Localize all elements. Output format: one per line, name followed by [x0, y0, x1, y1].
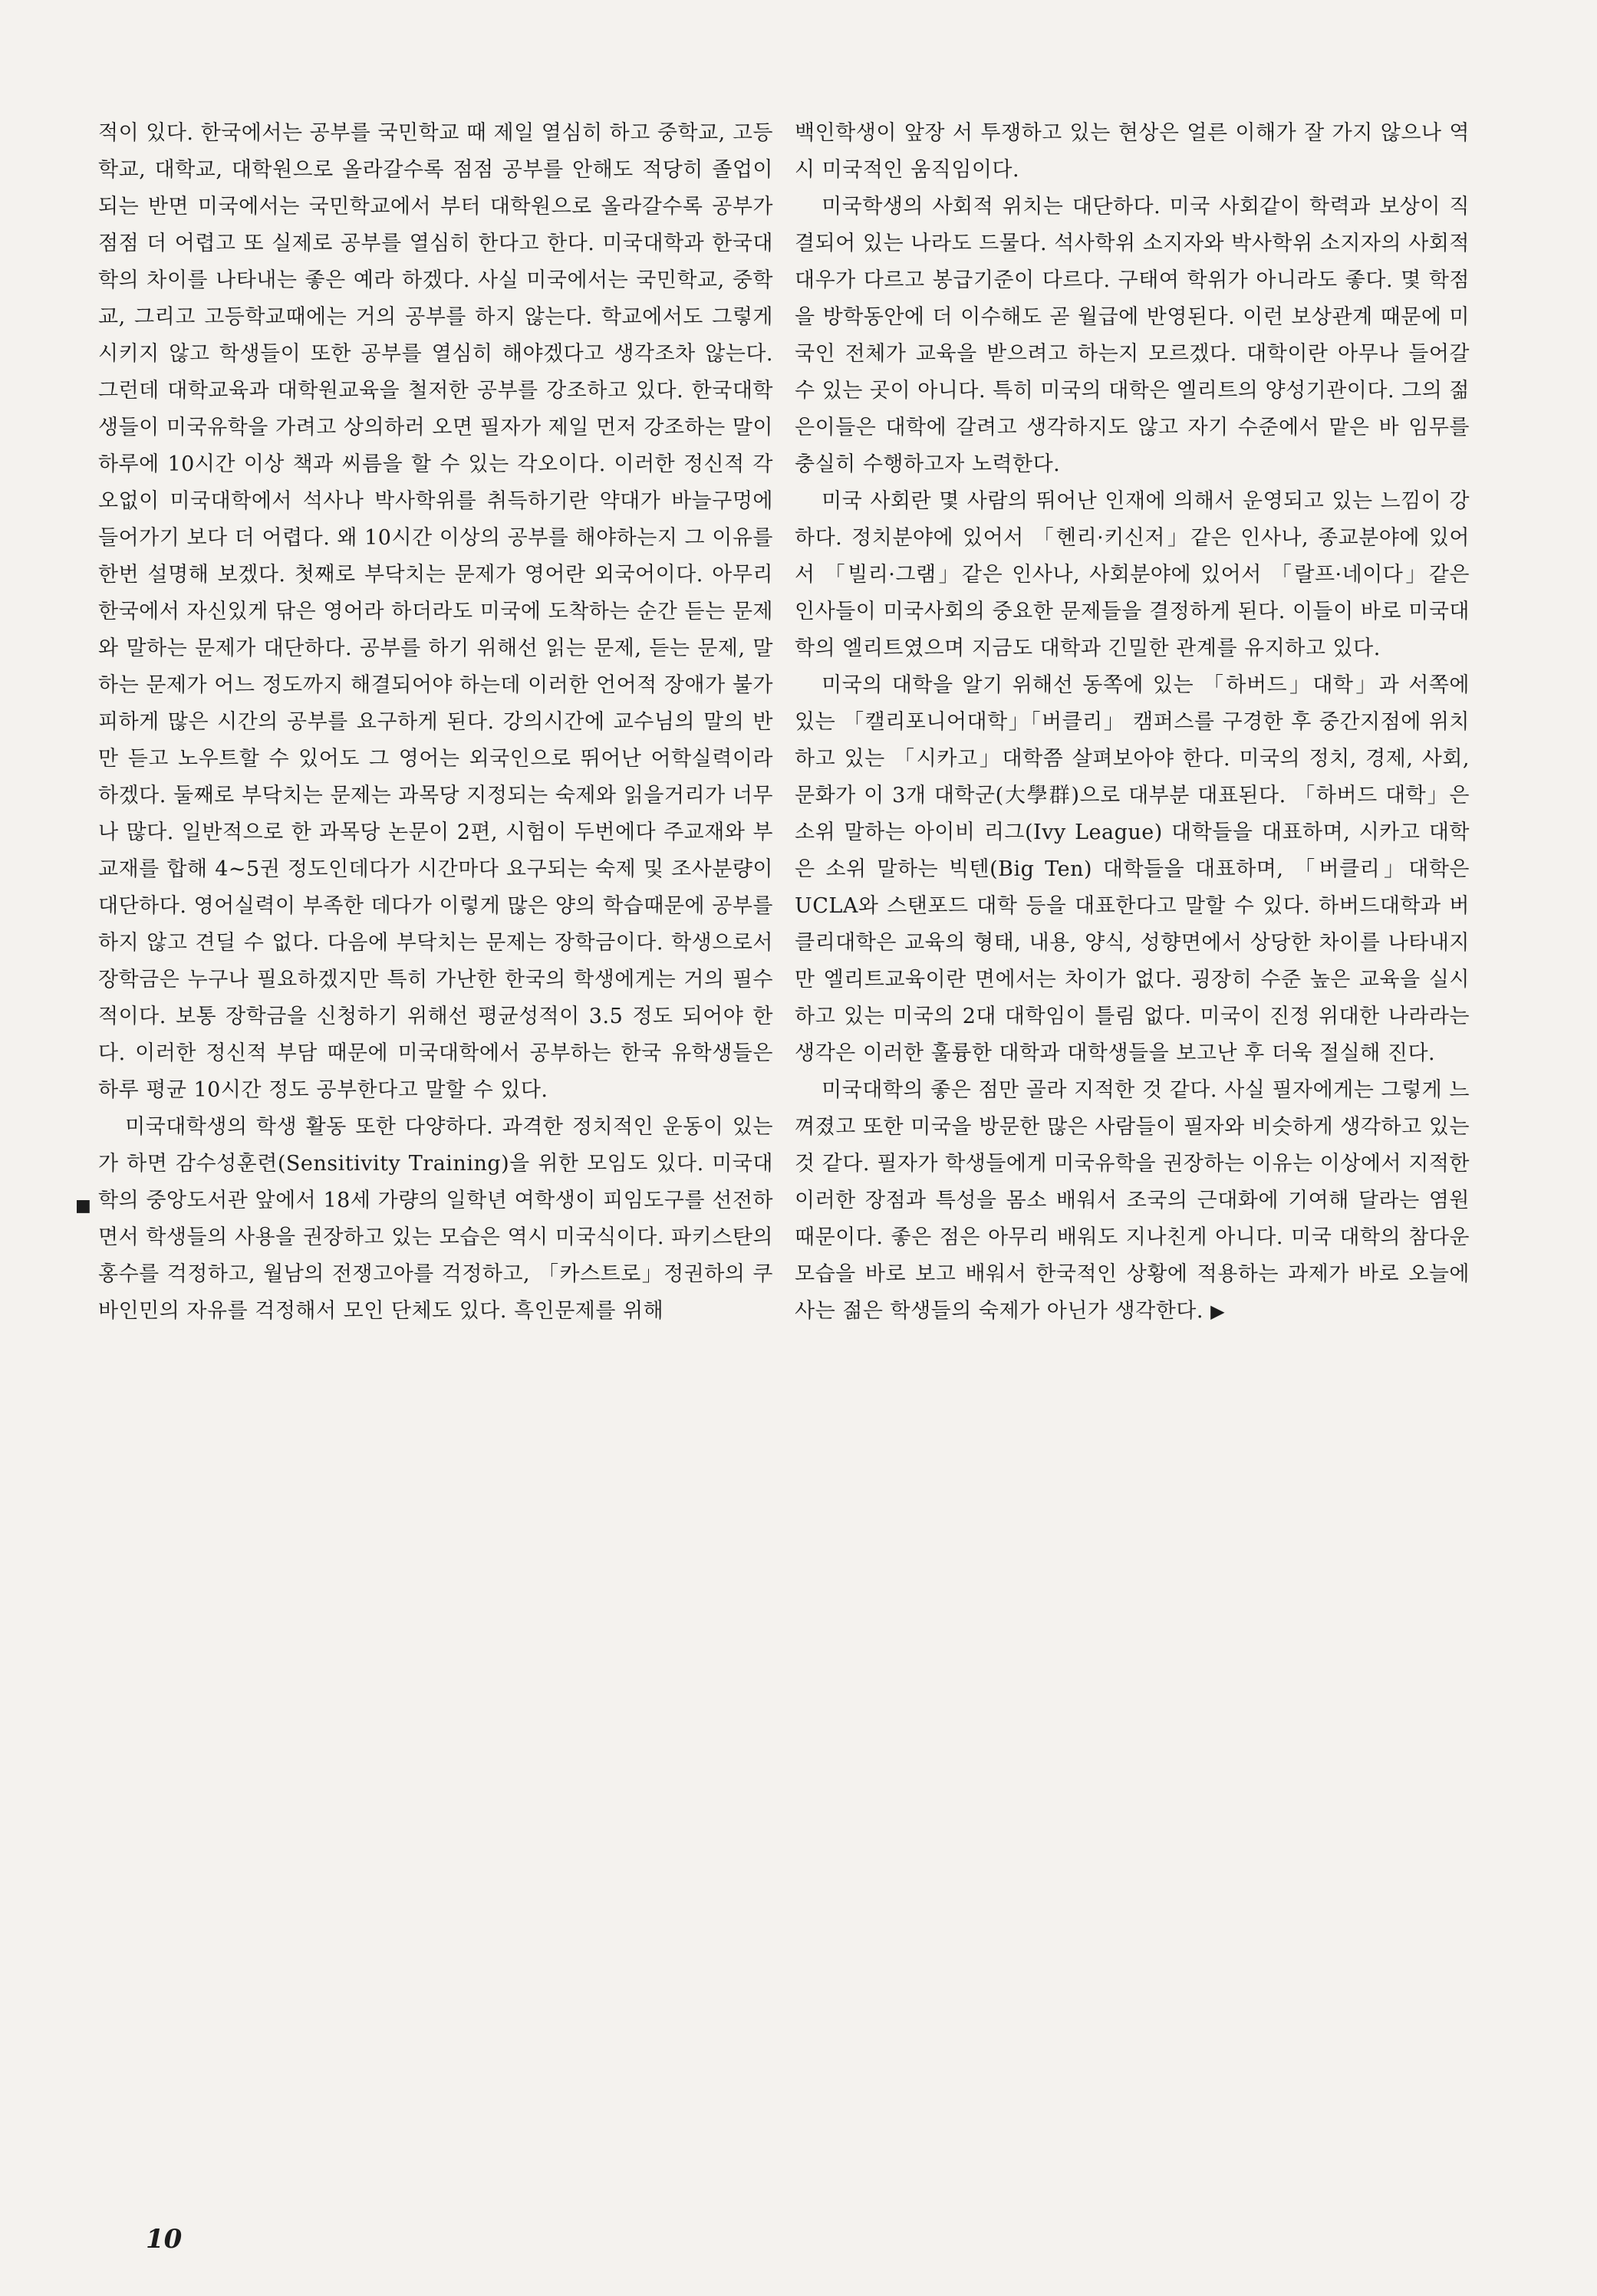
page-number: 10 — [146, 2224, 183, 2255]
paragraph: 적이 있다. 한국에서는 공부를 국민학교 때 제일 열심히 하고 중학교, 고등학교, 대학교, 대학원으로 올라갈수록 점점 공부를 안해도 적당히 졸업이 되는 반면 미국에서는 국민학교에서 부터 대학원으로 올라갈수록 공부가 점점 더 어렵고 또 실제로 공부를 열심히 한다고 한다. 미국대학과 한국대학의 차이를 나타내는 좋은 예라 하겠다. 사실 미국에서는 국민학교, 중학교, 그리고 고등학교때에는 거의 공부를 하지 않는다. 학교에서도 그렇게 시키지 않고 학생들이 또한 공부를 열심히 해야겠다고 생각조차 않는다. 그런데 대학교육과 대학원교육을 철저한 공부를 강조하고 있다. 한국대학생들이 미국유학을 가려고 상의하러 오면 필자가 제일 먼저 강조하는 말이 하루에 10시간 이상 책과 씨름을 할 수 있는 각오이다. 이러한 정신적 각오없이 미국대학에서 석사나 박사학위를 취득하기란 약대가 바늘구멍에 들어가기 보다 더 어렵다. 왜 10시간 이상의 공부를 해야하는지 그 이유를 한번 설명해 보겠다. 첫째로 부닥치는 문제가 영어란 외국어이다. 아무리 한국에서 자신있게 닦은 영어라 하더라도 미국에 도착하는 순간 듣는 문제와 말하는 문제가 대단하다. 공부를 하기 위해선 읽는 문제, 듣는 문제, 말하는 문제가 어느 정도까지 해결되어야 하는데 이러한 언어적 장애가 불가피하게 많은 시간의 공부를 요구하게 된다. 강의시간에 교수님의 말의 반만 듣고 노우트할 수 있어도 그 영어는 외국인으로 뛰어난 어학실력이라 하겠다. 둘째로 부닥치는 문제는 과목당 지정되는 숙제와 읽을거리가 너무나 많다. 일반적으로 한 과목당 논문이 2편, 시험이 두번에다 주교재와 부교재를 합해 4~5권 정도인데다가 시간마다 요구되는 숙제 및 조사분량이 대단하다. 영어실력이 부족한 데다가 이렇게 많은 양의 학습때문에 공부를 하지 않고 견딜 수 없다. 다음에 부닥치는 문제는 장학금이다. 학생으로서 장학금은 누구나 필요하겠지만 특히 가난한 한국의 학생에게는 거의 필수적이다. 보통 장학금을 신청하기 위해선 평균성적이 3.5 정도 되어야 한다. 이러한 정신적 부담 때문에 미국대학에서 공부하는 한국 유학생들은 하루 평균 10시간 정도 공부한다고 말할 수 있다. — [98, 121, 773, 1102]
paragraph: 미국의 대학을 알기 위해선 동쪽에 있는 「하버드」대학」과 서쪽에 있는 「캘리포니어대학」「버클리」 캠퍼스를 구경한 후 중간지점에 위치하고 있는 「시카고」대학쯤 살펴보아야 한다. 미국의 정치, 경제, 사회, 문화가 이 3개 대학군(大學群)으로 대부분 대표된다. 「하버드 대학」은 소위 말하는 아이비 리그(Ivy League) 대학들을 대표하며, 시카고 대학은 소위 말하는 빅텐(Big Ten) 대학들을 대표하며, 「버클리」대학은 UCLA와 스탠포드 대학 등을 대표한다고 말할 수 있다. 하버드대학과 버클리대학은 교육의 형태, 내용, 양식, 성향면에서 상당한 차이를 나타내지만 엘리트교육이란 면에서는 차이가 없다. 굉장히 수준 높은 교육을 실시하고 있는 미국의 2대 대학임이 틀림 없다. 미국이 진정 위대한 나라라는 생각은 이러한 훌륭한 대학과 대학생들을 보고난 후 더욱 절실해 진다. — [795, 673, 1470, 1065]
paragraph: 미국 사회란 몇 사람의 뛰어난 인재에 의해서 운영되고 있는 느낌이 강하다. 정치분야에 있어서 「헨리·키신저」같은 인사나, 종교분야에 있어서 「빌리·그램」같은 인사나, 사회분야에 있어서 「랄프·네이다」같은 인사들이 미국사회의 중요한 문제들을 결정하게 된다. 이들이 바로 미국대학의 엘리트였으며 지금도 대학과 긴밀한 관계를 유지하고 있다. — [795, 489, 1470, 660]
paragraph: 미국학생의 사회적 위치는 대단하다. 미국 사회같이 학력과 보상이 직결되어 있는 나라도 드물다. 석사학위 소지자와 박사학위 소지자의 사회적 대우가 다르고 봉급기준이 다르다. 구태여 학위가 아니라도 좋다. 몇 학점을 방학동안에 더 이수해도 곧 월급에 반영된다. 이런 보상관계 때문에 미국인 전체가 교육을 받으려고 하는지 모르겠다. 대학이란 아무나 들어갈 수 있는 곳이 아니다. 특히 미국의 대학은 엘리트의 양성기관이다. 그의 젊은이들은 대학에 갈려고 생각하지도 않고 자기 수준에서 맡은 바 임무를 충실히 수행하고자 노력한다. — [795, 195, 1470, 476]
margin-mark: ■ — [75, 1196, 91, 1215]
paragraph: 백인학생이 앞장 서 투쟁하고 있는 현상은 얼른 이해가 잘 가지 않으나 역시 미국적인 움직임이다. — [795, 121, 1470, 182]
right-column — [795, 115, 1470, 1330]
paragraph-text: 미국대학의 좋은 점만 골라 지적한 것 같다. 사실 필자에게는 그렇게 느껴졌고 또한 미국을 방문한 많은 사람들이 필자와 비슷하게 생각하고 있는 것 같다. 필자가 학생들에게 미국유학을 권장하는 이유는 이상에서 지적한 이러한 장점과 특성을 몸소 배워서 조국의 근대화에 기여해 달라는 염원 때문이다. 좋은 점은 아무리 배워도 지나친게 아니다. 미국 대학의 참다운 모습을 바로 보고 배워서 한국적인 상황에 적용하는 과제가 바로 오늘에 사는 젊은 학생들의 숙제가 아닌가 생각한다. — [795, 1078, 1470, 1323]
left-column — [98, 115, 773, 1330]
paragraph-last — [795, 1072, 1470, 1330]
end-mark-icon: ▶ — [1210, 1301, 1226, 1322]
paragraph: 미국대학생의 학생 활동 또한 다양하다. 과격한 정치적인 운동이 있는가 하면 감수성훈련(Sensitivity Training)을 위한 모임도 있다. 미국대학의 중앙도서관 앞에서 18세 가량의 일학년 여학생이 피임도구를 선전하면서 학생들의 사용을 권장하고 있는 모습은 역시 미국식이다. 파키스탄의 홍수를 걱정하고, 월남의 전쟁고아를 걱정하고, 「카스트로」정권하의 쿠바인민의 자유를 걱정해서 모인 단체도 있다. 흑인문제를 위해 — [98, 1115, 773, 1323]
